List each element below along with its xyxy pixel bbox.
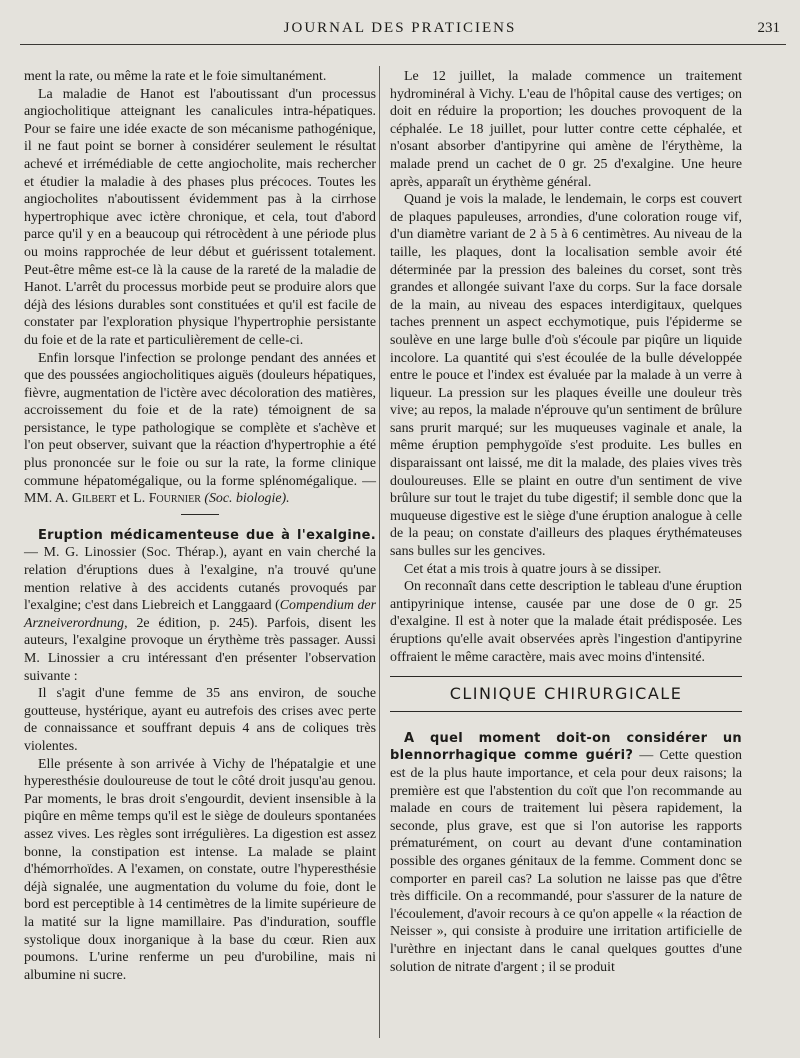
section-heading: CLINIQUE CHIRURGICALE xyxy=(449,684,683,704)
paragraph: Le 12 juillet, la malade commence un traitement hydrominéral à Vichy. L'eau de l'hôpital cause des vertiges; on doit en réduire la proportion; les douches provoquent de la céphalée. Le 18 juillet, pour lutter contre cette céphalée, et n'osant absorber d'antipyrine qui amène de l'érythème, la malade prend un cachet de 0 gr. 25 d'exalgine. Une heure après, apparaît un érythème général. xyxy=(390,69,742,190)
author-name: Gilbert xyxy=(71,491,117,507)
conjunction: et L. xyxy=(116,491,149,507)
page-number: 231 xyxy=(757,20,780,36)
paragraph: ment la rate, ou même la rate et le foie simultanément. xyxy=(24,69,327,84)
paragraph: Cet état a mis trois à quatre jours à se dissiper. xyxy=(404,561,662,577)
header-rule xyxy=(20,44,786,45)
article-title: Eruption médicamenteuse due à l'exalgine. xyxy=(38,527,376,543)
paragraph: Elle présente à son arrivée à Vichy de l'hépatalgie et une hyperesthésie douloureuse de tout le côté droit jusqu'au genou. Par moments, le bras droit s'engourdit, devient insensible à la piqûre en même temps qu'il est le siège de douleurs spontanées assez vives. Les règles sont irrégulières. La digestion est assez bonne, la constipation est intense. La malade se plaint d'hémorrhoïdes. A l'examen, on constate, outre l'hyperesthésie déjà signalée, une augmentation du volume du foie, dont le bord est perceptible à 14 centimètres de la limite supérieure de la matité sur la ligne mamillaire. Pas d'induration, souffle systolique doux inorganique à la base du cœur. Rien aux poumons. L'urine renferme un peu d'urobiline, mais ni albumine ni sucre. xyxy=(24,756,376,983)
section-heading-box xyxy=(390,676,742,712)
paragraph xyxy=(24,350,376,508)
paragraph: Quand je vois la malade, le lendemain, le corps est couvert de plaques papuleuses, arrondies, d'une coloration rouge vif, d'un diamètre variant de 2 à 5 à 6 centimètres. Au niveau de la taille, les plaques, dont la localisation semble avoir été déterminée par la pression des baleines du corset, sont très grandes et allongée suivant l'axe du corps. Sur la face dorsale de la main, au niveau des espaces interdigitaux, quelques taches prennent un aspect ecchymotique, puis l'épiderme se soulève en une large bulle d'où s'écoule par piqûre un liquide incolore. La quantité qui s'est écoulée de la bulle développée entre le pouce et l'index est évaluée par la malade à un verre à liqueur. La pression sur les plaques éveille une douleur très vive; au repos, la malade n'éprouve qu'un sentiment de brûlure sans prurit marqué; sur les muqueuses vaginale et anale, la même éruption pemphygoïde s'est produite. Les bulles en disparaissant ont laissé, me dit la malade, des plaies vives très douloureuses. Elle se plaint en outre d'un sentiment de vive brûlure sur tout le trajet du tube digestif; il semble donc que la muqueuse digestive est le siège d'une éruption analogue à celle de la peau; on constate d'ailleurs des plaques érythémateuses sans bulles sur les gencives. xyxy=(390,192,742,560)
page-header xyxy=(0,18,800,46)
author-name: Fournier xyxy=(148,491,201,507)
paragraph-text: — M. G. Linossier (Soc. Thérap.), ayant en vain cherché la relation d'éruptions dues à l'exalgine, n'a trouvé qu'une mention relative à des accidents cutanés provoqués par l'exalgine; c'est dans Liebreich et Langgaard ( xyxy=(24,545,376,614)
article-paragraph xyxy=(390,730,742,976)
article-paragraph xyxy=(24,527,376,685)
running-title: JOURNAL DES PRATICIENS xyxy=(283,20,517,36)
left-column xyxy=(24,68,376,984)
paragraph-text: , 2e édition, p. 245). Parfois, disent les auteurs, l'exalgine provoque un érythème très passager. Aussi M. Linossier a cru intéressant d'en présenter l'observation suivante : xyxy=(24,615,376,684)
separator-rule xyxy=(181,514,219,515)
paragraph-text: — Cette question est de la plus haute importance, et cela pour deux raisons; la première est que l'abstention du coït que l'on recommande au malade en cours de traitement lui pèsera rapidement, la seconde, plus grave, est que si l'on autorise les rapports prématurément, on court au devant d'une contamination possible des organes génitaux de la femme. Comment donc se comporter en pareil cas? La solution ne laisse pas que d'être très difficile. On a recommandé, pour s'assurer de la nature de l'écoulement, d'avoir recours à ce qu'on appelle « la réaction de Neisser », qui consiste à produire une irritation artificielle de l'urèthre en injectant dans le canal quelques gouttes d'une solution de nitrate d'argent ; il se produit xyxy=(390,748,742,975)
paragraph-text: Enfin lorsque l'infection se prolonge pendant des années et que des poussées angiocholitiques aiguës (douleurs hépatiques, fièvre, augmentation de l'ictère avec décoloration des matières, accroissement du foie et de la rate) témoignent de sa persistance, le type pathologique se complète et s'achève et l'on peut observer, suivant que la réaction d'hypertrophie a été plus prononcée sur le foie ou sur la rate, la forme clinique commune hépatomégalique, ou la forme splénomégalique. — MM. A. xyxy=(24,350,376,507)
paragraph: On reconnaît dans cette description le tableau d'une éruption antipyrinique intense, causée par une dose de 0 gr. 25 d'exalgine. Il est à noter que la malade était prédisposée. Les éruptions qu'elle avait observées après l'ingestion d'antipyrine offraient le même caractère, mais avec moins d'intensité. xyxy=(390,579,742,665)
paragraph: Il s'agit d'une femme de 35 ans environ, de souche goutteuse, hystérique, ayant eu autrefois des crises avec perte de connaissance et souffrant depuis 4 ans de coliques très violentes. xyxy=(24,686,376,754)
paragraph: La maladie de Hanot est l'aboutissant d'un processus angiocholitique atteignant les canalicules intra-hépatiques. Pour se faire une idée exacte de son mécanisme pathogénique, il ne faut point se borner à considérer seulement le résultat achevé et irrémédiable de cette angiocholite, mais rechercher et étudier la maladie à des phases plus précoces. Toutes les angiocholites n'aboutissent évidemment pas à la cirrhose hypertrophique avec ictère chronique, et cela, tout d'abord parce qu'il y en a beaucoup qui rétrocèdent à une période plus ou moins rapprochée de leur début et guérissent totalement. Peut-être même est-ce là la cause de la rareté de la maladie de Hanot. L'arrêt du processus morbide peut se produire alors que déjà des lésions durables sont constituées et qu'il est facile de constater par l'exploration physique l'hypertrophie persistante du foie et de la rate et particulièrement de celle-ci. xyxy=(24,86,376,348)
work-title: Compendium der Arzneiverordnung xyxy=(24,598,376,631)
column-divider xyxy=(379,66,380,1038)
source-citation: (Soc. biologie). xyxy=(200,491,290,507)
right-column xyxy=(390,68,742,976)
article-title: A quel moment doit-on considérer un blennorrhagique comme guéri? xyxy=(390,730,742,764)
